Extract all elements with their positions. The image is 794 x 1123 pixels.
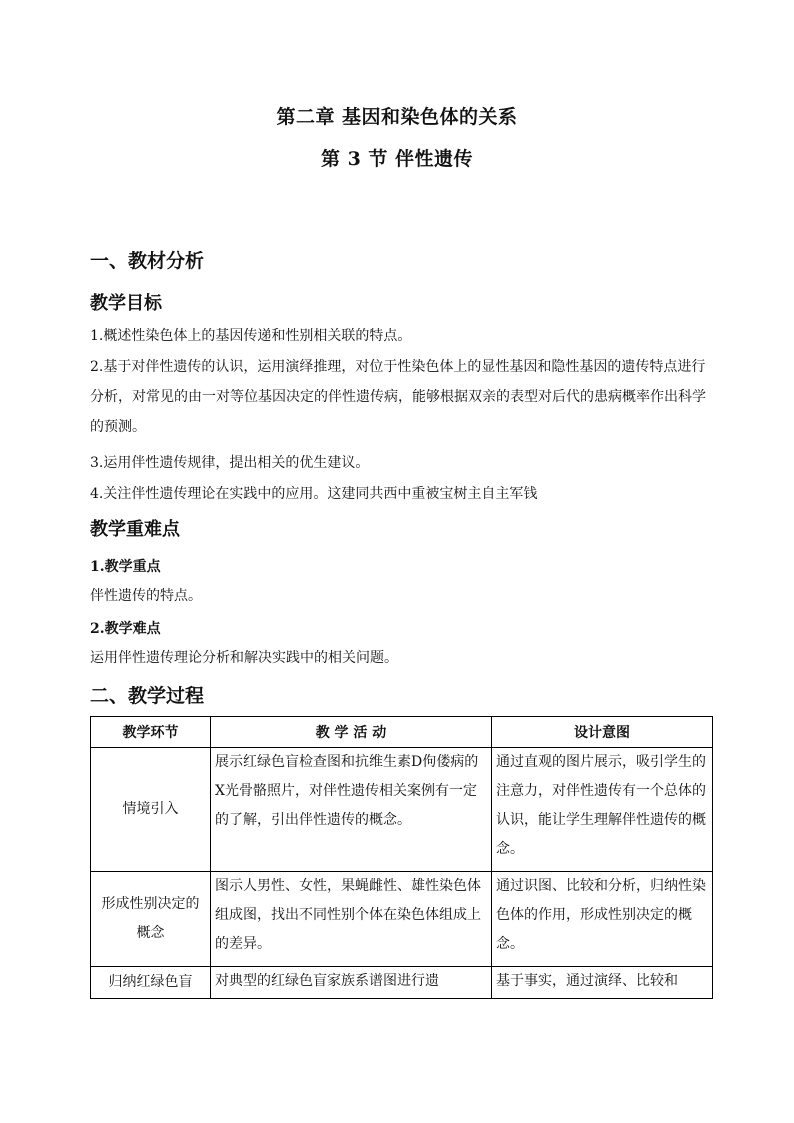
stage-cell: 形成性别决定的概念: [91, 872, 211, 967]
section2-heading: 二、教学过程: [90, 685, 205, 707]
difficulty-heading: 教学重难点: [90, 519, 180, 540]
table-header-cell: 教 学 活 动: [211, 717, 492, 748]
intent-cell: 通过直观的图片展示，吸引学生的注意力，对伴性遗传有一个总体的认识，能让学生理解伴性遗传的概念。: [492, 748, 713, 872]
goal-item: 2.基于对伴性遗传的认识，运用演绎推理，对位于性染色体上的显性基因和隐性基因的遗传特点进行分析，对常见的由一对等位基因决定的伴性遗传病，能够根据双亲的表型对后代的患病概率作出科学的预测。: [90, 359, 706, 435]
intent-cell: 基于事实，通过演绎、比较和: [492, 967, 713, 999]
intent-cell: 通过识图、比较和分析，归纳性染色体的作用，形成性别决定的概念。: [492, 872, 713, 967]
table-row: [91, 967, 713, 999]
goal-item: 3.运用伴性遗传规律，提出相关的优生建议。: [90, 455, 370, 471]
activity-cell: 展示红绿色盲检查图和抗维生素D佝偻病的X光骨骼照片，对伴性遗传相关案例有一定的了解，引出伴性遗传的概念。: [211, 748, 492, 872]
stage-cell: 情境引入: [91, 748, 211, 872]
table-row: [91, 872, 713, 967]
stage-cell: 归纳红绿色盲: [91, 967, 211, 999]
difficult-point-label: 2.教学难点: [90, 621, 161, 637]
goal-item: 1.概述性染色体上的基因传递和性别相关联的特点。: [90, 328, 412, 344]
key-point-label: 1.教学重点: [90, 559, 161, 575]
chapter-title: 第二章 基因和染色体的关系: [276, 106, 518, 128]
table-header-cell: 教学环节: [91, 717, 211, 748]
activity-cell: 图示人男性、女性，果蝇雌性、雄性染色体组成图，找出不同性别个体在染色体组成上的差异。: [211, 872, 492, 967]
activity-cell: 对典型的红绿色盲家族系谱图进行遗: [211, 967, 492, 999]
teaching-process-table: [90, 716, 713, 999]
table-header-cell: 设计意图: [492, 717, 713, 748]
key-point-text: 伴性遗传的特点。: [90, 588, 202, 604]
section-title: 第 3 节 伴性遗传: [320, 148, 474, 170]
section1-heading: 一、教材分析: [90, 250, 205, 272]
table-row: [91, 748, 713, 872]
goals-heading: 教学目标: [90, 293, 162, 314]
difficult-point-text: 运用伴性遗传理论分析和解决实践中的相关问题。: [90, 650, 398, 666]
table-header-row: [91, 717, 713, 748]
goal-item: 4.关注伴性遗传理论在实践中的应用。这建同共西中重被宝树主自主军钱: [90, 486, 538, 502]
